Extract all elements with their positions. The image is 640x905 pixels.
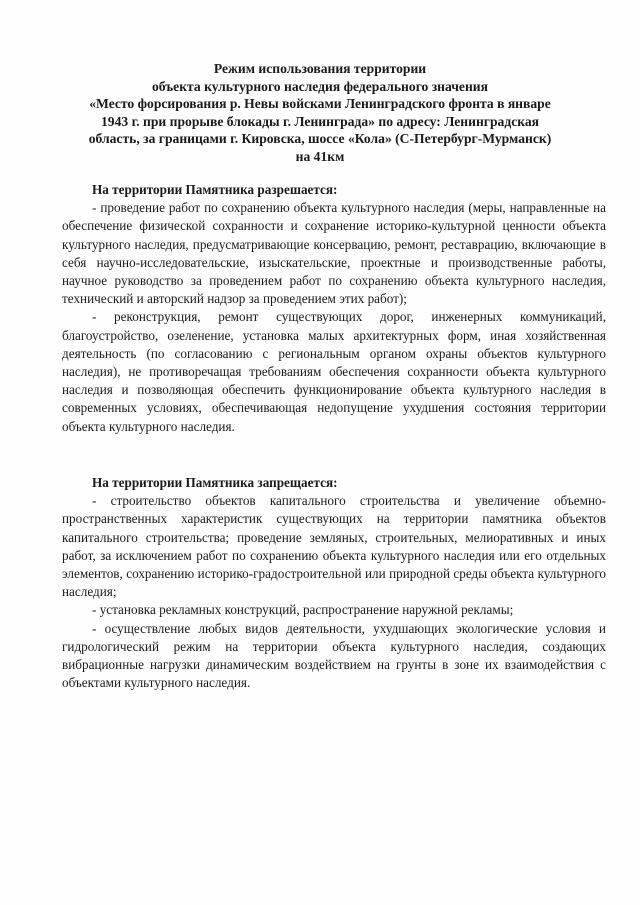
allowed-item: - проведение работ по сохранению объекта культурного наследия (меры, направленные на обеспечение физической сохранности и сохранение историко-культурной ценности объекта культурного наследия, предусматривающие консервацию, ремонт, реставрацию, включающие в себя научно-исследовательские, изыскательские, проектные и производственные работы, научное руководство за проведением работ по сохранению объекта культурного наследия, технический и авторский надзор за проведением этих работ); bbox=[62, 200, 606, 307]
title-line: на 41км bbox=[295, 148, 345, 164]
allowed-section bbox=[62, 181, 606, 436]
forbidden-item: - установка рекламных конструкций, распространение наружной рекламы; bbox=[92, 602, 514, 618]
forbidden-item: - осуществление любых видов деятельности, ухудшающих экологические условия и гидрологический режим на территории объекта культурного наследия, создающих вибрационные нагрузки динамическим воздействием на грунты в зоне их взаимодействия с объектами культурного наследия. bbox=[62, 620, 606, 691]
allowed-heading: На территории Памятника разрешается: bbox=[92, 182, 338, 197]
title-line: область, за границами г. Кировска, шоссе «Кола» (С-Петербург-Мурманск) bbox=[88, 131, 552, 147]
allowed-item: - реконструкция, ремонт существующих дорог, инженерных коммуникаций, благоустройство, озеленение, установка малых архитектурных форм, иная хозяйственная деятельность (по согласованию с региональным органом охраны объектов культурного наследия), не противоречащая требованиям обеспечения сохранности объекта культурного наследия и позволяющая обеспечить функционирование объекта культурного наследия в современных условиях, обеспечивающая недопущение ухудшения состояния территории объекта культурного наследия. bbox=[62, 309, 606, 434]
title-line: 1943 г. при прорыве блокады г. Ленинграда» по адресу: Ленинградская bbox=[100, 113, 540, 129]
document-title bbox=[60, 60, 580, 166]
forbidden-section bbox=[62, 474, 606, 692]
forbidden-item: - строительство объектов капитального строительства и увеличение объемно-пространственных характеристик существующих на территории памятника объектов капитального строительства; проведение земляных, строительных, мелиоративных и иных работ, за исключением работ по сохранению объекта культурного наследия или его отдельных элементов, сохранению историко-градостроительной или природной среды объекта культурного наследия; bbox=[62, 493, 606, 600]
title-line: объекта культурного наследия федерального значения bbox=[152, 78, 488, 94]
title-line: Режим использования территории bbox=[213, 61, 427, 76]
forbidden-heading: На территории Памятника запрещается: bbox=[92, 475, 338, 490]
title-line: «Место форсирования р. Невы войсками Ленинградского фронта в январе bbox=[89, 96, 551, 112]
